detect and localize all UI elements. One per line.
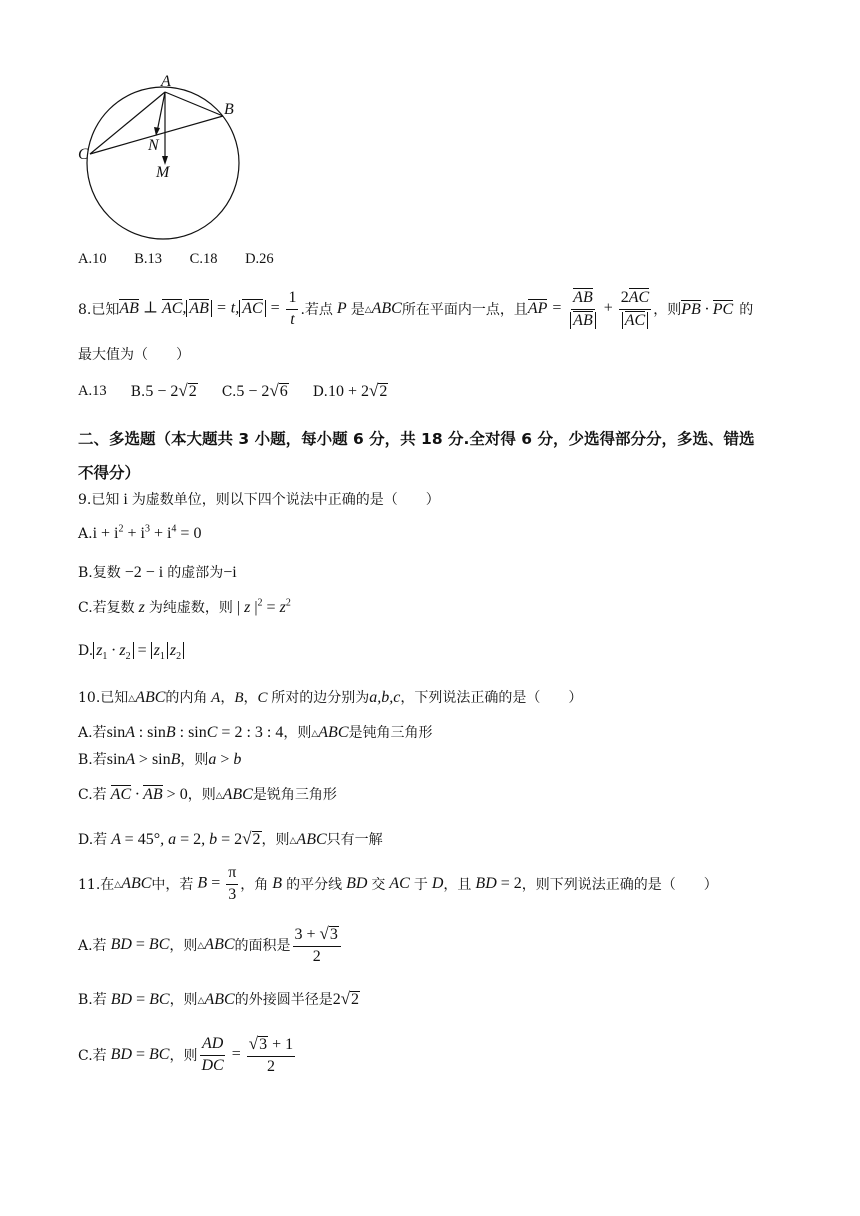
- q11-option-a-a: A.若: [78, 938, 107, 954]
- q8-vector-equation: AP = $\frac{AB}{AB}$ + $\frac{2AC}{AC}$: [527, 289, 650, 329]
- q9-option-c-b: 为纯虚数，则: [148, 600, 233, 616]
- q8-option-b: B.5 − 2√2: [130, 381, 197, 400]
- q9-imag-unit: i: [119, 491, 132, 508]
- q10-option-c-a: C.若: [78, 787, 107, 803]
- q9-stem-a: 9.已知: [78, 492, 120, 508]
- q9-option-b: B.复数 −2 − i 的虚部为−i: [78, 564, 237, 581]
- q9-option-a-prefix: A.: [78, 526, 93, 542]
- q8-option-c-prefix: C.: [221, 384, 237, 400]
- q9-option-c-a: C.若复数: [78, 600, 135, 616]
- q8-number: 8.已知: [78, 302, 120, 318]
- q10-option-a-a: A.若: [78, 725, 107, 741]
- q11-option-c: C.若 BD = BC ，则 $\frac{AD}{DC}$ = $\frac{√3 + 1}{2}$: [78, 1034, 294, 1075]
- q11-option-a: A.若 BD = BC ，则 △ABC 的面积是 $\frac{3 + √3}{2}$: [78, 922, 343, 968]
- q8-dot-product: PB · PC: [681, 300, 734, 318]
- section-2-heading-line-1: 二、多选题（本大题共 3 小题，每小题 6 分，共 18 分.全对得 6 分，少选得部分分，多选、错选: [78, 430, 755, 448]
- q10-option-d-c: 只有一解: [326, 832, 383, 848]
- q8-option-d: D.10 + 2√2: [312, 381, 388, 400]
- q9-option-a: $A.i + i^2 + i^3 + i^4 = 0$: [78, 523, 202, 542]
- q11-stem: 11.在 △ABC 中，若 B = $\frac{\pi}{3}$ ，角 B 的平分线 BD 交 AC 于 D ，且 BD = 2 ，则下列说法正确的是（ ）: [78, 864, 718, 903]
- figure-segment-ab: [165, 92, 223, 116]
- q11-option-a-b: ，则: [169, 938, 198, 954]
- q8-condition: AB ⊥ AC, AB = t, AC = $\frac{1}{t}$: [119, 289, 297, 328]
- section-2-heading-line-2: 不得分）: [78, 464, 141, 482]
- q8-text-2: 所在平面内一点，且: [401, 302, 528, 318]
- q7-options: [78, 251, 274, 268]
- q10-option-b-b: ，则: [180, 752, 209, 768]
- q9-option-d-prefix: D.: [78, 643, 94, 659]
- q11-option-a-c: 的面积是: [234, 938, 291, 954]
- figure-label-b: B: [224, 101, 234, 118]
- q8-is-text: 是: [350, 302, 365, 318]
- q11-stem-d: 的平分线: [286, 877, 343, 893]
- q7-option-c: C.18: [189, 251, 218, 267]
- q9-option-c: C.若复数 z 为纯虚数，则 | z $|^2 = z^2$: [78, 597, 291, 616]
- q8-option-c: C.5 − 2√6: [221, 381, 288, 400]
- q7-option-a: A.10: [78, 251, 107, 267]
- q10-stem-c: 所对的边分别为: [271, 690, 370, 706]
- q9-option-d: D. $z_1 \cdot z_2 = z_1$ $z_2$: [78, 642, 184, 660]
- q10-option-d: D.若 A = 45°, a = 2, b = 2√2，则△ABC只有一解: [78, 829, 383, 848]
- q10-option-d-b: ，则: [261, 832, 290, 848]
- q9-option-b-a: B.复数: [78, 565, 121, 581]
- q10-option-c: C.若 AC · AB > 0，则△ABC是锐角三角形: [78, 786, 337, 803]
- figure-label-n: N: [148, 137, 159, 154]
- q11-stem-f: 于: [413, 877, 428, 893]
- figure-label-m: M: [156, 164, 170, 181]
- q10-stem-d: ，下列说法正确的是（ ）: [400, 690, 583, 706]
- q11-stem-h: ，则下列说法正确的是（ ）: [521, 877, 718, 893]
- q8-option-d-prefix: D.: [312, 384, 328, 400]
- q8-text-3: ，则: [653, 302, 682, 318]
- q11-option-b-c: 的外接圆半径是: [234, 992, 333, 1008]
- q10-option-a-c: 是钝角三角形: [348, 725, 433, 741]
- q8-point-p: P: [332, 300, 351, 317]
- q9-option-b-b: 的虚部为: [167, 565, 224, 581]
- q11-stem-e: 交: [371, 877, 386, 893]
- q10-option-b: B.若sinA > sinB，则a > b: [78, 751, 242, 768]
- q8-stem: [78, 282, 753, 336]
- geometry-figure: [70, 70, 260, 240]
- q8-triangle: △ABC: [364, 300, 402, 317]
- q8-option-a: A.13: [78, 382, 107, 399]
- q11-option-b-b: ，则: [169, 992, 198, 1008]
- q9-stem-b: 为虚数单位，则以下四个说法中正确的是（ ）: [131, 492, 440, 508]
- q10-option-c-c: 是锐角三角形: [252, 787, 337, 803]
- figure-label-c: C: [78, 146, 89, 163]
- q7-option-b: B.13: [134, 251, 163, 267]
- q10-option-a: A.若sinA : sinB : sinC = 2 : 3 : 4，则△ABC是钝角三角形: [78, 724, 433, 741]
- figure-circle: [87, 87, 239, 239]
- q8-option-b-prefix: B.: [130, 384, 146, 400]
- q10-option-a-b: ，则: [283, 725, 312, 741]
- q11-stem-g: ，且: [443, 877, 472, 893]
- q10-option-c-b: ，则: [187, 787, 216, 803]
- q10-option-d-a: D.若: [78, 832, 108, 848]
- q11-option-b: B.若 BD = BC，则△ABC的外接圆半径是2√2: [78, 989, 360, 1008]
- q8-text-4: 的: [739, 302, 754, 318]
- q8-line-2: 最大值为（ ）: [78, 347, 190, 363]
- q10-stem: 10.已知△ABC的内角 A，B，C 所对的边分别为a,b,c，下列说法正确的是（ ）: [78, 689, 583, 706]
- q7-option-d: D.26: [245, 251, 274, 267]
- q9-stem: [78, 489, 440, 509]
- q10-option-b-a: B.若: [78, 752, 107, 768]
- q11-option-b-a: B.若: [78, 992, 107, 1008]
- q11-stem-c: ，角: [240, 877, 269, 893]
- q11-stem-a: 11.在: [78, 877, 115, 893]
- q10-stem-a: 10.已知: [78, 690, 129, 706]
- q11-option-c-b: ，则: [169, 1048, 198, 1064]
- q10-stem-b: 的内角: [165, 690, 208, 706]
- q8-text-1: .若点: [300, 302, 333, 318]
- q8-options: [78, 381, 388, 401]
- q11-stem-b: 中，若: [151, 877, 194, 893]
- q11-option-c-a: C.若: [78, 1048, 107, 1064]
- figure-label-a: A: [161, 73, 171, 90]
